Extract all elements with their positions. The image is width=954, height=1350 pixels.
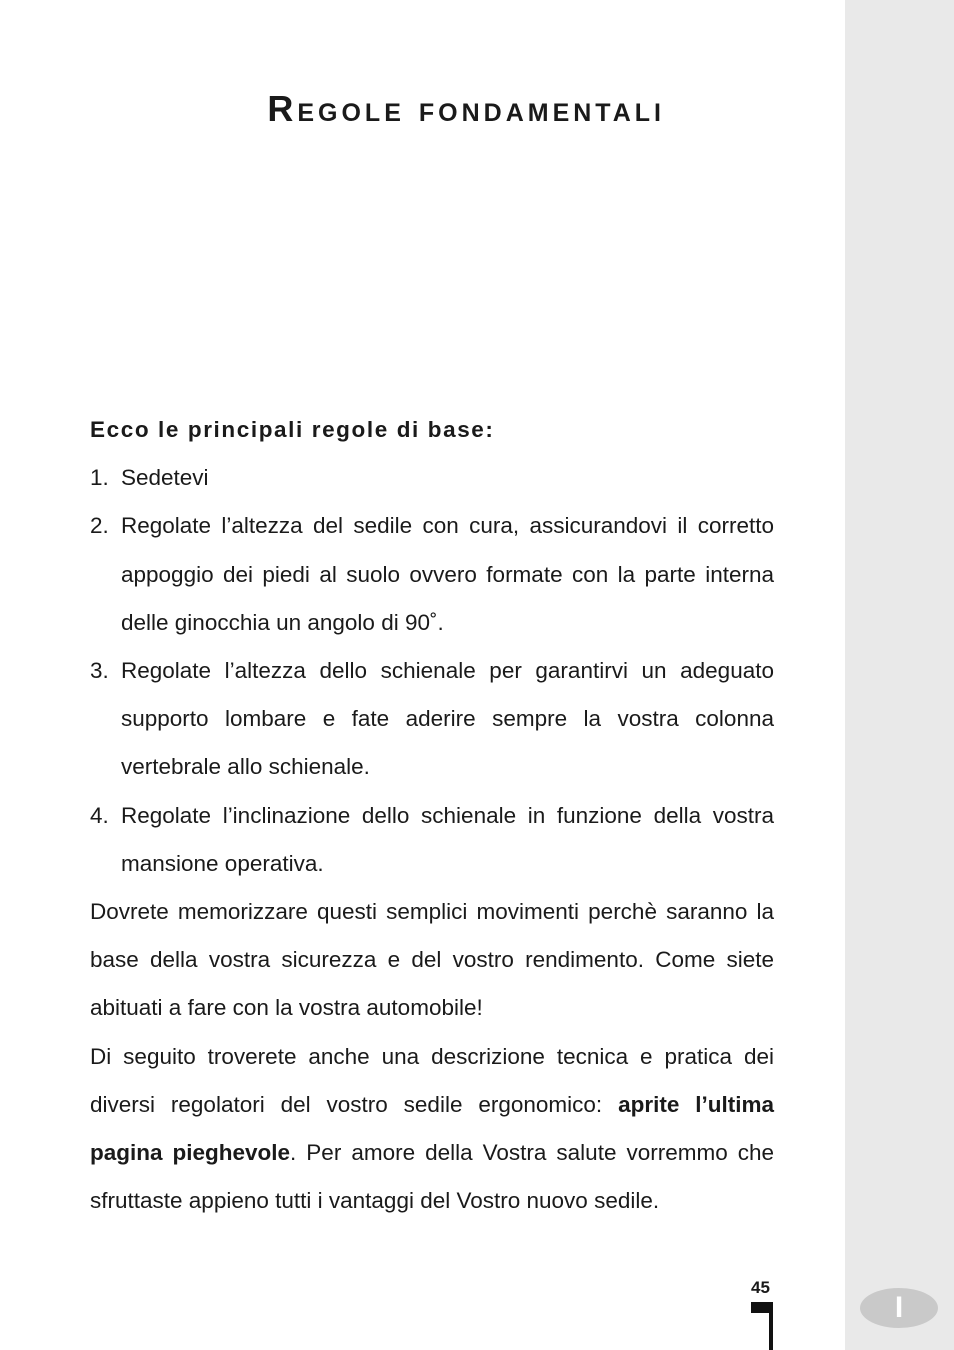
list-item <box>90 502 774 647</box>
list-item-number: 1. <box>90 465 109 491</box>
list-item-text: Regolate l’altezza del sedile con cura, assicurandovi il corretto appoggio dei piedi al suolo ovvero formate con la parte interna delle ginocchia un angolo di 90˚. <box>121 513 774 635</box>
paragraph-regulators-text: Di seguito troverete anche una descrizione tecnica e pratica dei diversi regolatori del vostro sedile ergonomico: <box>90 1043 774 1117</box>
list-item-number: 3. <box>90 658 109 684</box>
list-item <box>90 454 774 502</box>
paragraph-regulators-closing: . Per amore della Vostra salute vorremmo che sfruttaste appieno tutti i vantaggi del Vostro nuovo sedile. <box>90 1140 774 1214</box>
page-title: Regole fondamentali <box>267 88 665 129</box>
corner-mark-vertical <box>769 1302 773 1350</box>
language-tab-badge: I <box>860 1288 938 1328</box>
list-item <box>90 647 774 792</box>
list-item-number: 2. <box>90 513 109 539</box>
paragraph-regulators <box>90 1033 774 1226</box>
page-content <box>90 406 774 1225</box>
intro-heading: Ecco le principali regole di base: <box>90 417 495 442</box>
page-number: 45 <box>751 1278 770 1297</box>
list-item-text: Regolate l’altezza dello schienale per garantirvi un adeguato supporto lombare e fate aderire sempre la vostra colonna vertebrale allo schienale. <box>121 658 774 780</box>
list-item-number: 4. <box>90 802 109 828</box>
list-item <box>90 792 774 888</box>
page-corner-mark <box>751 1302 773 1350</box>
list-item-text: Regolate l’inclinazione dello schienale in funzione della vostra mansione operativa. <box>121 802 774 876</box>
paragraph-memorize: Dovrete memorizzare questi semplici movimenti perchè saranno la base della vostra sicurezza e del vostro rendimento. Come siete abituati a fare con la vostra automobile! <box>90 899 774 1021</box>
list-item-text: Sedetevi <box>121 465 209 491</box>
language-side-tab <box>845 0 954 1350</box>
rules-list <box>90 454 774 888</box>
foldout-page-instruction: aprite l’ultima pagina pieghevole <box>90 1091 774 1166</box>
